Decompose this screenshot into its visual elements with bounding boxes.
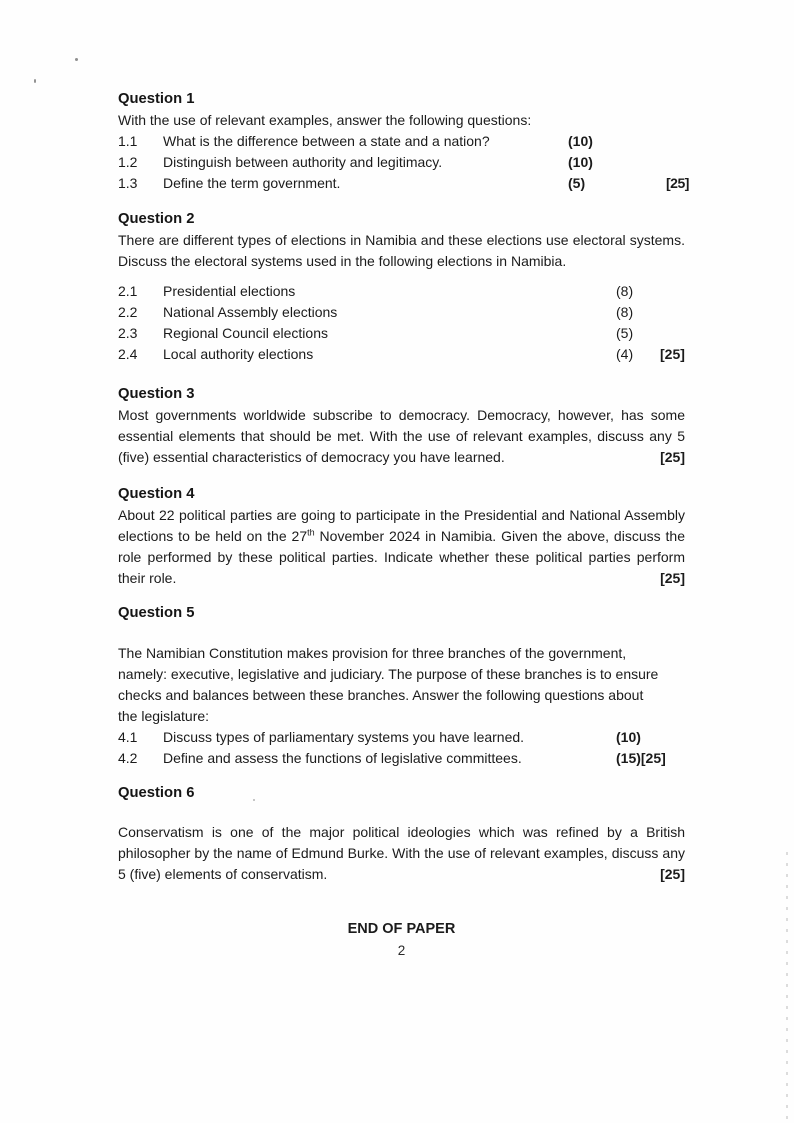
question-6-section (118, 783, 685, 885)
question-item-1-2 (118, 152, 685, 173)
ordinal-superscript: th (307, 527, 315, 538)
item-number: 2.3 (118, 325, 138, 341)
question-4-section (118, 484, 685, 589)
question-4-paragraph (118, 505, 685, 589)
question-5-heading: Question 5 (118, 605, 195, 621)
question-item-2-2 (118, 302, 685, 323)
question-1-heading: Question 1 (118, 91, 195, 107)
item-marks: (10) (568, 154, 593, 170)
page-number: 2 (397, 943, 406, 958)
item-marks: (8) (616, 283, 634, 299)
question-item-1-1 (118, 131, 685, 152)
question-item-1-3 (118, 173, 689, 194)
item-number: 4.2 (118, 750, 138, 766)
question-item-2-3 (118, 323, 685, 344)
item-text: Presidential elections (163, 283, 296, 299)
item-text: National Assembly elections (163, 304, 338, 320)
item-marks: (5) (616, 325, 634, 341)
question-item-4-2 (118, 748, 685, 769)
question-3-heading: Question 3 (118, 386, 195, 402)
scan-speck (75, 58, 78, 61)
question-1-intro: With the use of relevant examples, answer the following questions: (118, 112, 532, 128)
paragraph-text: About 22 political parties are going to participate in the Presidential and National Assembly elections to be held on the 27 (118, 507, 685, 544)
item-text: Local authority elections (163, 346, 314, 362)
item-number: 2.1 (118, 283, 138, 299)
item-number: 2.2 (118, 304, 138, 320)
item-number: 2.4 (118, 346, 138, 362)
question-5-paragraph: The Namibian Constitution makes provision for three branches of the government, namely: executive, legislative and judiciary. The purpose of these branches is to ensure checks and balances between these branches. Answer the following questions about the legislature: (118, 645, 659, 724)
question-2-heading: Question 2 (118, 211, 195, 227)
item-marks: (8) (616, 304, 634, 320)
question-3-paragraph (118, 405, 685, 468)
scan-artifact-right-edge (786, 852, 788, 1123)
page-footer (118, 919, 685, 961)
question-total-marks: [25] (660, 570, 685, 586)
item-text: Regional Council elections (163, 325, 328, 341)
question-1-section (118, 89, 689, 194)
question-2-items (118, 281, 685, 365)
item-number: 1.1 (118, 133, 138, 149)
paragraph-text: Most governments worldwide subscribe to democracy. Democracy, however, has some essential elements that should be met. With the use of relevant examples, discuss any 5 (five) essential characteristics of democracy you have learned. (118, 407, 685, 465)
question-2-paragraph: There are different types of elections in Namibia and these elections use electoral systems. Discuss the electoral systems used in the following elections in Namibia. (118, 232, 685, 269)
page-content (118, 89, 689, 961)
item-text: What is the difference between a state and a nation? (163, 133, 490, 149)
item-total-marks: [25] (666, 175, 689, 191)
question-3-section (118, 384, 685, 468)
item-text: Define and assess the functions of legislative committees. (163, 750, 522, 766)
question-item-2-1 (118, 281, 685, 302)
item-text: Distinguish between authority and legitimacy. (163, 154, 443, 170)
question-2-section (118, 209, 685, 365)
item-text: Discuss types of parliamentary systems you have learned. (163, 729, 525, 745)
question-6-paragraph (118, 822, 685, 885)
item-marks: (10) (616, 729, 641, 745)
item-text: Define the term government. (163, 175, 341, 191)
question-total-marks: [25] (660, 449, 685, 465)
item-marks: (5) (568, 175, 586, 191)
question-6-heading: Question 6 (118, 785, 195, 801)
question-item-4-1 (118, 727, 685, 748)
question-4-heading: Question 4 (118, 486, 195, 502)
item-number: 4.1 (118, 729, 138, 745)
item-total-marks: [25] (660, 346, 685, 362)
item-number: 1.3 (118, 175, 138, 191)
question-5-section (118, 603, 685, 769)
paragraph-text: November 2024 in Namibia. Given the above, discuss the role performed by these political parties. Indicate whether these political parties perform their role. (118, 528, 685, 586)
question-item-2-4 (118, 344, 685, 365)
scan-speck (34, 79, 36, 83)
item-marks: (15)[25] (616, 750, 666, 766)
end-of-paper-label: END OF PAPER (347, 921, 456, 937)
item-number: 1.2 (118, 154, 138, 170)
item-marks: (4) (616, 346, 634, 362)
paragraph-text: Conservatism is one of the major political ideologies which was refined by a British philosopher by the name of Edmund Burke. With the use of relevant examples, discuss any 5 (five) elements of conservatism. (118, 824, 685, 882)
question-total-marks: [25] (660, 866, 685, 882)
item-marks: (10) (568, 133, 593, 149)
